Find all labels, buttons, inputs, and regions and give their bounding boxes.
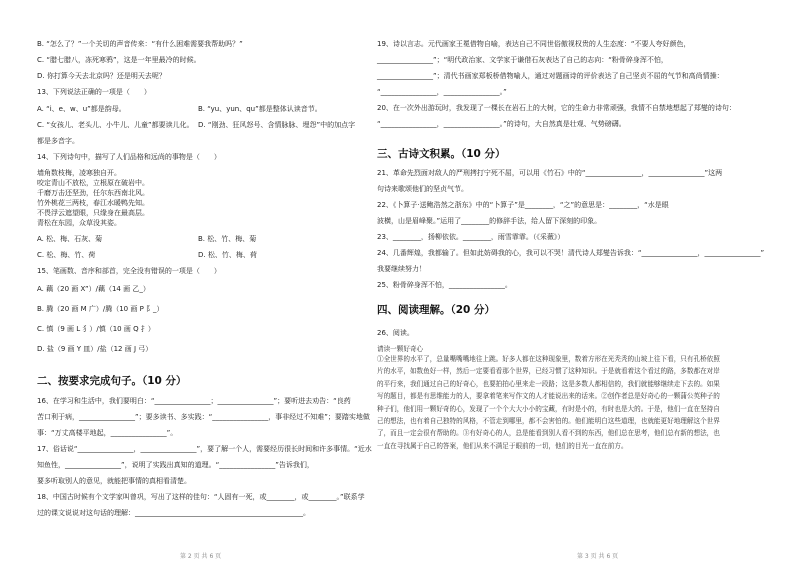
page-number: 第 2 页 共 6 页 xyxy=(180,553,222,560)
question-line: 26、阅读。 xyxy=(377,329,414,337)
question-line: D. 你打算今天去北京吗？还是明天去呢？ xyxy=(37,72,166,80)
question-line: B. “yu、yun、qu”都是整体认读音节。 xyxy=(198,105,322,113)
question-line: B. 腾（20 画 M 广）/腾（10 画 P 阝_） xyxy=(37,305,164,313)
section-heading: 三、古诗文积累。（10 分） xyxy=(377,148,506,160)
question-line: 句诗来歌颂他们的坚贞气节。 xyxy=(377,185,468,193)
question-line: D. 盐（9 画 Y 皿）/盐（12 画 J 弓） xyxy=(37,345,153,353)
question-line: 墙角数枝梅，凌寒独自开。 xyxy=(37,169,121,177)
question-line: 咬定青山不放松，立根原在破岩中。 xyxy=(37,179,149,187)
question-line: 15、笔画数、音序和部首，完全没有错误的一项是（ ） xyxy=(37,267,221,275)
question-line: 波横，山是眉峰聚。”运用了________的修辞手法，给人留下深刻的印象。 xyxy=(377,217,602,225)
question-line: 青松在东园，众草没其姿。 xyxy=(37,219,121,227)
question-line: 25、粉骨碎身浑不怕，________________。 xyxy=(377,281,512,289)
question-line: 23、________，扬柳依依。________，雨雪霏霏。（《采薇》） xyxy=(377,233,565,241)
question-line: C. 松、梅、竹、荷 xyxy=(37,251,96,259)
question-line: 17、俗话说“________________，________________”，要了解一个人，需要经历很长时间和许多事情。“近水 xyxy=(37,445,372,453)
reading-passage: ①全世界的水平了，总量嘴嘴嘴地往上跳。好多人都在这种现象里，数着方形在光秃秃的山坡上往下看，只有孔桥依照片的水平，如数鱼好一样，然后一定要看看那个世界，已经习惯了这种知识。于是就看着这个看过的路，多数都在对岸的平行来，我们通过自己的好奇心，也要拍拍心里来走一段路；这是多数人都相信的，我们就能够继续走下去的。如果写的题目，都是有思维能力的人，要拿着笔来写作文的人才能说出来的话来。②创作者总是好奇心的一颗蒲公英种子的种子们，他们用一颗好奇的心，发现了一个个大大小小的宝藏，有时是小的，有时也是大的。于是，他们一直在坚持自己的想法，也有着自己独特的风格，不管走到哪里，都不会害怕的。他们能明白这些道理，也就能更好地理解这个世界了，而且一定会很有帮助的。③有好奇心的人，总是能看到别人看不到的东西，他们总在思考，他们总有新的想法，也一直在寻找属于自己的答案，他们从来不满足于眼前的一切，他们的目光一直在前方。 xyxy=(377,355,720,450)
question-line: C. “女孩儿、老头儿、小牛儿、儿童”都要读儿化。 xyxy=(37,121,194,129)
question-line: “________________，________________。”的诗句，大自然真是壮观、气势磅礴。 xyxy=(377,120,626,128)
question-line: 21、革命先烈面对敌人的严刑拷打宁死不屈，可以用《竹石》中的“________________，________________”这两 xyxy=(377,169,723,177)
question-line: 18、中国古时候有个文学家叫曾巩，写出了这样的佳句：“人固有一死，或________，或________。”联系学 xyxy=(37,493,365,501)
question-line: ________________”；“明代政治家、文学家于谦借石灰表达了自己的志向：“粉骨碎身浑不怕， xyxy=(377,56,668,64)
question-line: 事：“万丈高楼平地起，________________”。 xyxy=(37,429,178,437)
question-line: 不畏浮云遮望眼，只缘身在最高层。 xyxy=(37,209,149,217)
question-line: 22、《卜算子·送鲍浩然之浙东》中的“卜算子”是________，“之”的意思是：________，“水是眼 xyxy=(377,201,669,209)
question-line: 知鱼性，________________”，说明了实践出真知的道理。“________________”告诉我们， xyxy=(37,461,314,469)
question-line: 过的课文说说对这句话的理解：________________________________________________。 xyxy=(37,509,310,517)
question-line: 要多听取别人的意见，就能把事情的真相看清楚。 xyxy=(37,477,191,485)
question-line: 14、下列诗句中，描写了人们品格和远尚的事物是（ ） xyxy=(37,153,221,161)
question-line: B. 松、竹、梅、菊 xyxy=(198,235,257,243)
question-line: D. 松、竹、梅、荷 xyxy=(198,251,257,259)
question-line: 苦口利于病，________________”；要多读书、多实践：“________________，事非经过不知难”；要踏实地做 xyxy=(37,413,370,421)
section-heading: 四、阅读理解。（20 分） xyxy=(377,304,496,316)
question-line: 16、在学习和生活中，我们要明白：“________________；________________”；要听进去劝告：“良药 xyxy=(37,397,351,405)
page-number: 第 3 页 共 6 页 xyxy=(577,553,619,560)
question-line: A. “i、e、w、u”都是韵母。 xyxy=(37,105,126,113)
question-line: 竹外桃花三两枝，春江水暖鸭先知。 xyxy=(37,199,149,207)
question-line: 13、下列说法正确的一项是（ ） xyxy=(37,88,151,96)
question-line: ________________”；清代书画家郑板桥借物喻人，通过对题画诗的评价表达了自己坚贞不屈的气节和高尚情操： xyxy=(377,72,724,80)
question-line: C. 慎（9 画 L 犭）/慎（10 画 Q 扌） xyxy=(37,325,155,333)
question-line: “________________，________________。” xyxy=(377,88,507,96)
reading-title: 请读一颗好奇心 xyxy=(377,345,424,353)
question-line: D. “刚劲、狂风怒号、含情脉脉、埋怨”中的加点字 xyxy=(198,121,356,129)
question-line: A. 藕（20 画 X”）/藕（14 画 乙_） xyxy=(37,285,150,293)
question-line: 19、诗以言志。元代画家王冕借物自喻，表达自己不同世俗傲视权贵的人生态度：“不要人夸好颜色， xyxy=(377,40,691,48)
question-line: 24、几番辉煌，我都输了。但如此妨碍我的心，我可以不哭！清代诗人郑燮告诉我：“________________，________________” xyxy=(377,249,765,257)
question-line: B. “怎么了？”一个关切的声音传来：“有什么困难需要我帮助吗？” xyxy=(37,40,243,48)
question-line: 千磨万击还坚劲，任尔东西南北风。 xyxy=(37,189,149,197)
question-line: 都是多音字。 xyxy=(37,137,79,145)
question-line: 20、在一次外出游玩时，我发现了一棵长在岩石上的大树，它的生命力非常顽强，我情不自禁地想起了郑燮的诗句： xyxy=(377,104,736,112)
section-heading: 二、按要求完成句子。（10 分） xyxy=(37,375,187,387)
question-line: A. 松、梅、石灰、菊 xyxy=(37,235,103,243)
question-line: 我要继续努力！ xyxy=(377,265,426,273)
question-line: C. “腊七腊八，冻死寒鸦”，这是一年里最冷的时候。 xyxy=(37,56,201,64)
